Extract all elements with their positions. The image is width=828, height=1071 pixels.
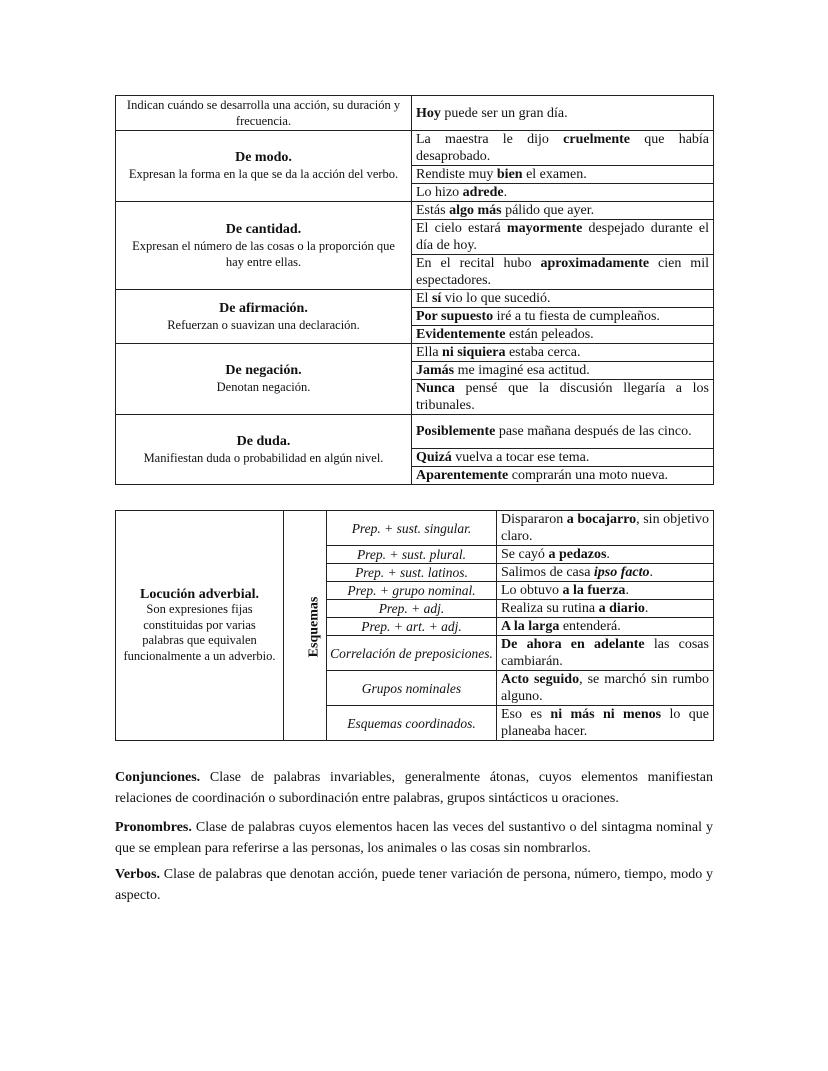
example-highlight: ipso facto <box>593 565 650 580</box>
example-text: estaba cerca. <box>505 345 581 360</box>
example-cell <box>497 511 714 546</box>
example-text: En el recital hubo <box>416 256 541 271</box>
example-highlight: a bocajarro <box>566 512 637 527</box>
example-cell <box>412 184 714 202</box>
example-highlight: mayormente <box>506 221 583 236</box>
definition-text: Clase de palabras que denotan acción, puede tener variación de persona, número, tiempo, modo y aspecto. <box>115 867 713 903</box>
category-cell <box>116 96 412 131</box>
pattern-cell: Prep. + sust. singular. <box>327 511 497 546</box>
example-cell <box>412 96 714 131</box>
example-highlight: cruelmente <box>563 132 630 147</box>
example-text: que había desaprobado. <box>416 132 710 164</box>
example-text: Rendiste muy <box>416 167 497 182</box>
category-title: De negación. <box>225 363 302 378</box>
table-row <box>116 202 714 220</box>
definition-term: Verbos. <box>115 867 160 882</box>
schemes-label-cell <box>284 511 327 741</box>
example-cell <box>412 415 714 449</box>
example-cell <box>497 546 714 564</box>
example-cell <box>412 220 714 255</box>
example-cell <box>497 582 714 600</box>
example-text: El <box>416 291 432 306</box>
definition-pronombres <box>115 817 713 859</box>
example-highlight: Aparentemente <box>416 468 509 483</box>
definition-conjunciones <box>115 767 713 809</box>
example-cell <box>412 449 714 467</box>
example-cell <box>412 308 714 326</box>
example-text: están peleados. <box>505 327 594 342</box>
pattern-cell: Correlación de preposiciones. <box>327 636 497 671</box>
category-cell <box>116 415 412 485</box>
definition-verbos <box>115 864 713 906</box>
example-text: Lo obtuvo <box>501 583 563 598</box>
example-text: el examen. <box>522 167 587 182</box>
example-text: vuelva a tocar ese tema. <box>451 450 590 465</box>
example-cell <box>412 131 714 166</box>
example-highlight: aproximadamente <box>540 256 650 271</box>
example-cell <box>412 380 714 415</box>
example-text: , sin objetivo claro. <box>501 512 710 544</box>
example-highlight: Evidentemente <box>416 327 506 342</box>
example-cell <box>497 706 714 741</box>
adverbial-locution-body <box>116 511 714 741</box>
definition-text: Clase de palabras cuyos elementos hacen las veces del sustantivo o del sintagma nominal y que se emplean para referirse a las personas, los animales o las cosas sin nombrarlos. <box>115 820 713 856</box>
example-text: Ella <box>416 345 443 360</box>
example-cell <box>497 564 714 582</box>
example-cell <box>412 344 714 362</box>
example-highlight: bien <box>496 167 523 182</box>
pattern-cell: Prep. + art. + adj. <box>327 618 497 636</box>
example-text: pase mañana después de las cinco. <box>495 424 692 439</box>
adverb-types-table <box>115 95 714 485</box>
example-text: Dispararon <box>501 512 567 527</box>
example-text: . <box>625 583 629 598</box>
table-row <box>116 415 714 449</box>
example-highlight: Hoy <box>416 105 441 121</box>
category-description: Refuerzan o suavizan una declaración. <box>167 317 360 332</box>
example-highlight: Jamás <box>416 363 455 378</box>
example-highlight: De ahora en adelante <box>501 637 645 652</box>
pattern-cell: Prep. + sust. plural. <box>327 546 497 564</box>
table-row <box>116 96 714 131</box>
example-highlight: a pedazos <box>548 547 607 562</box>
pattern-cell: Grupos nominales <box>327 671 497 706</box>
example-highlight: adrede <box>462 185 504 200</box>
example-text: despejado durante el día de hoy. <box>416 221 709 253</box>
locution-label-cell <box>116 511 284 741</box>
table-row <box>116 344 714 362</box>
schemes-label: Esquemas <box>306 596 322 657</box>
category-cell <box>116 290 412 344</box>
definition-text: Clase de palabras invariables, generalmente átonas, cuyos elementos manifiestan relaciones de coordinación o subordinación entre palabras, grupos sintácticos u oraciones. <box>115 770 713 806</box>
example-highlight: Por supuesto <box>416 309 494 324</box>
example-cell <box>497 600 714 618</box>
example-text: Eso es <box>501 707 551 722</box>
example-cell <box>412 202 714 220</box>
example-text: . <box>503 185 508 200</box>
example-text: puede ser un gran día. <box>440 105 568 121</box>
example-text: Lo hizo <box>416 185 463 200</box>
example-cell <box>497 671 714 706</box>
pattern-cell: Esquemas coordinados. <box>327 706 497 741</box>
example-highlight: ni más ni menos <box>550 707 662 722</box>
example-highlight: ni siquiera <box>442 345 506 360</box>
locution-title: Locución adverbial. <box>139 586 259 602</box>
category-description: Expresan la forma en la que se da la acción del verbo. <box>128 167 399 181</box>
category-title: De afirmación. <box>219 300 308 316</box>
example-highlight: Acto seguido <box>501 672 580 687</box>
example-highlight: Posiblemente <box>416 424 496 439</box>
example-cell <box>412 362 714 380</box>
example-text: las cosas cambiarán. <box>501 637 709 669</box>
example-text: pálido que ayer. <box>501 203 595 218</box>
example-highlight: algo más <box>449 203 502 218</box>
example-text: . <box>606 547 610 562</box>
example-text: El cielo estará <box>416 221 507 236</box>
example-cell <box>412 467 714 485</box>
example-text: iré a tu fiesta de cumpleaños. <box>493 309 660 324</box>
example-cell <box>412 166 714 184</box>
category-description: Denotan negación. <box>216 380 311 394</box>
example-highlight: sí <box>431 291 442 306</box>
example-text: Se cayó <box>501 547 549 562</box>
example-highlight: Nunca <box>416 381 455 396</box>
example-text: . <box>644 601 649 616</box>
category-cell <box>116 202 412 290</box>
example-text: La maestra le dijo <box>416 132 564 147</box>
definition-term: Conjunciones. <box>115 770 201 785</box>
definition-term: Pronombres. <box>115 820 192 835</box>
example-text: , se marchó sin rumbo alguno. <box>501 672 709 704</box>
example-text: pensé que la discusión llegaría a los tribunales. <box>416 381 709 413</box>
example-cell <box>412 326 714 344</box>
locution-description: Son expresiones fijas constituidas por varias palabras que equivalen funcionalmente a un adverbio. <box>123 602 276 663</box>
adverb-types-body <box>116 96 714 485</box>
category-description: Expresan el número de las cosas o la proporción que hay entre ellas. <box>132 238 395 269</box>
example-text: vio lo que sucedió. <box>441 291 551 306</box>
example-highlight: A la larga <box>501 619 560 634</box>
category-title: De duda. <box>236 433 291 449</box>
example-text: comprarán una moto nueva. <box>508 468 669 483</box>
category-description: Indican cuándo se desarrolla una acción, su duración y frecuencia. <box>126 98 401 128</box>
table-row <box>116 131 714 166</box>
example-text: . <box>649 565 654 580</box>
table-row <box>116 290 714 308</box>
example-text: me imaginé esa actitud. <box>454 363 590 378</box>
example-text: cien mil espectadores. <box>416 256 709 288</box>
example-text: Estás <box>416 203 450 218</box>
category-cell <box>116 131 412 202</box>
adverbial-locution-table <box>115 510 714 741</box>
example-cell <box>412 255 714 290</box>
category-title: De modo. <box>235 150 292 165</box>
example-cell <box>497 618 714 636</box>
example-highlight: a la fuerza <box>562 583 626 598</box>
example-text: entenderá. <box>559 619 621 634</box>
category-cell <box>116 344 412 415</box>
pattern-cell: Prep. + grupo nominal. <box>327 582 497 600</box>
pattern-cell: Prep. + sust. latinos. <box>327 564 497 582</box>
example-text: Salimos de casa <box>501 565 594 580</box>
example-text: Realiza su rutina <box>501 601 599 616</box>
table-row <box>116 511 714 546</box>
example-highlight: a diario <box>598 601 645 616</box>
example-cell <box>497 636 714 671</box>
example-text: lo que planeaba hacer. <box>501 707 709 739</box>
example-highlight: Quizá <box>416 450 452 465</box>
pattern-cell: Prep. + adj. <box>327 600 497 618</box>
category-title: De cantidad. <box>225 221 302 237</box>
category-description: Manifiestan duda o probabilidad en algún nivel. <box>143 450 384 465</box>
example-cell <box>412 290 714 308</box>
